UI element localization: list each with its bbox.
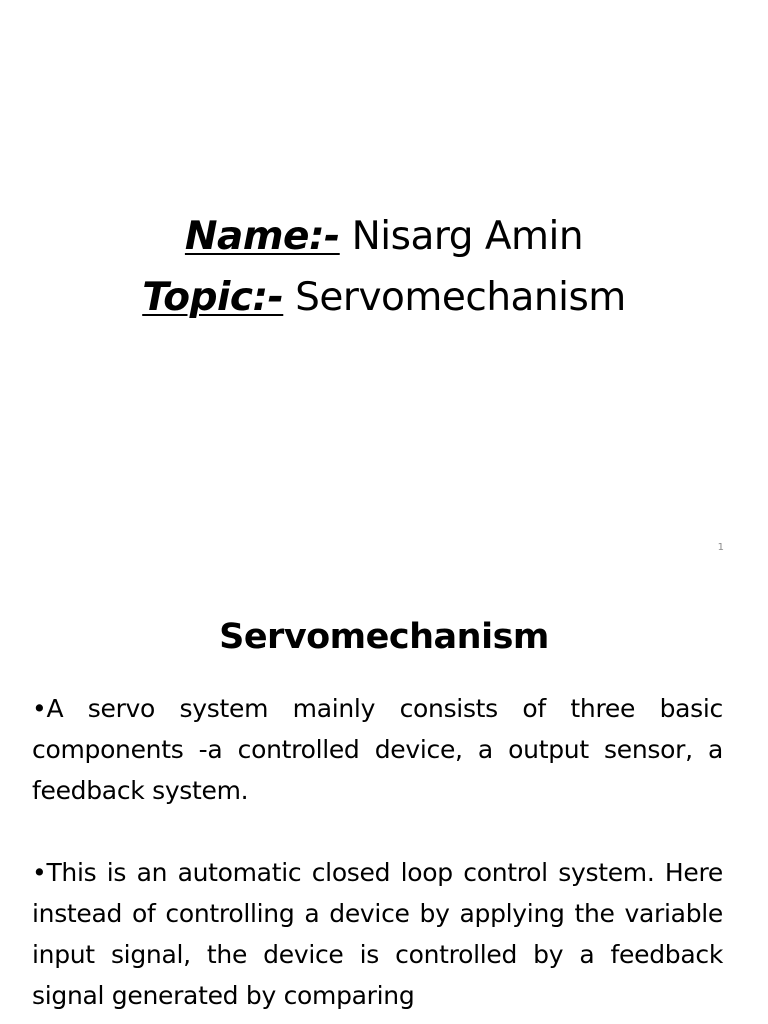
name-value: Nisarg Amin [339,214,584,259]
title-block [0,206,768,328]
topic-label: Topic:- [142,275,284,320]
bullet-item: •A servo system mainly consists of three basic components -a controlled device, a output sensor, a feedback system. [32,694,723,805]
topic-line [0,267,768,328]
slide-heading: Servomechanism [219,617,549,657]
page-number: 1 [717,542,724,553]
name-label: Name:- [184,214,340,259]
bullet-item: •This is an automatic closed loop control system. Here instead of controlling a device by applying the variable input signal, the device is controlled by a feedback signal generated by comparing [32,858,723,1010]
content-slide [0,576,768,1024]
name-line [0,206,768,267]
bullet-list [32,688,723,1024]
topic-value: Servomechanism [283,275,626,320]
